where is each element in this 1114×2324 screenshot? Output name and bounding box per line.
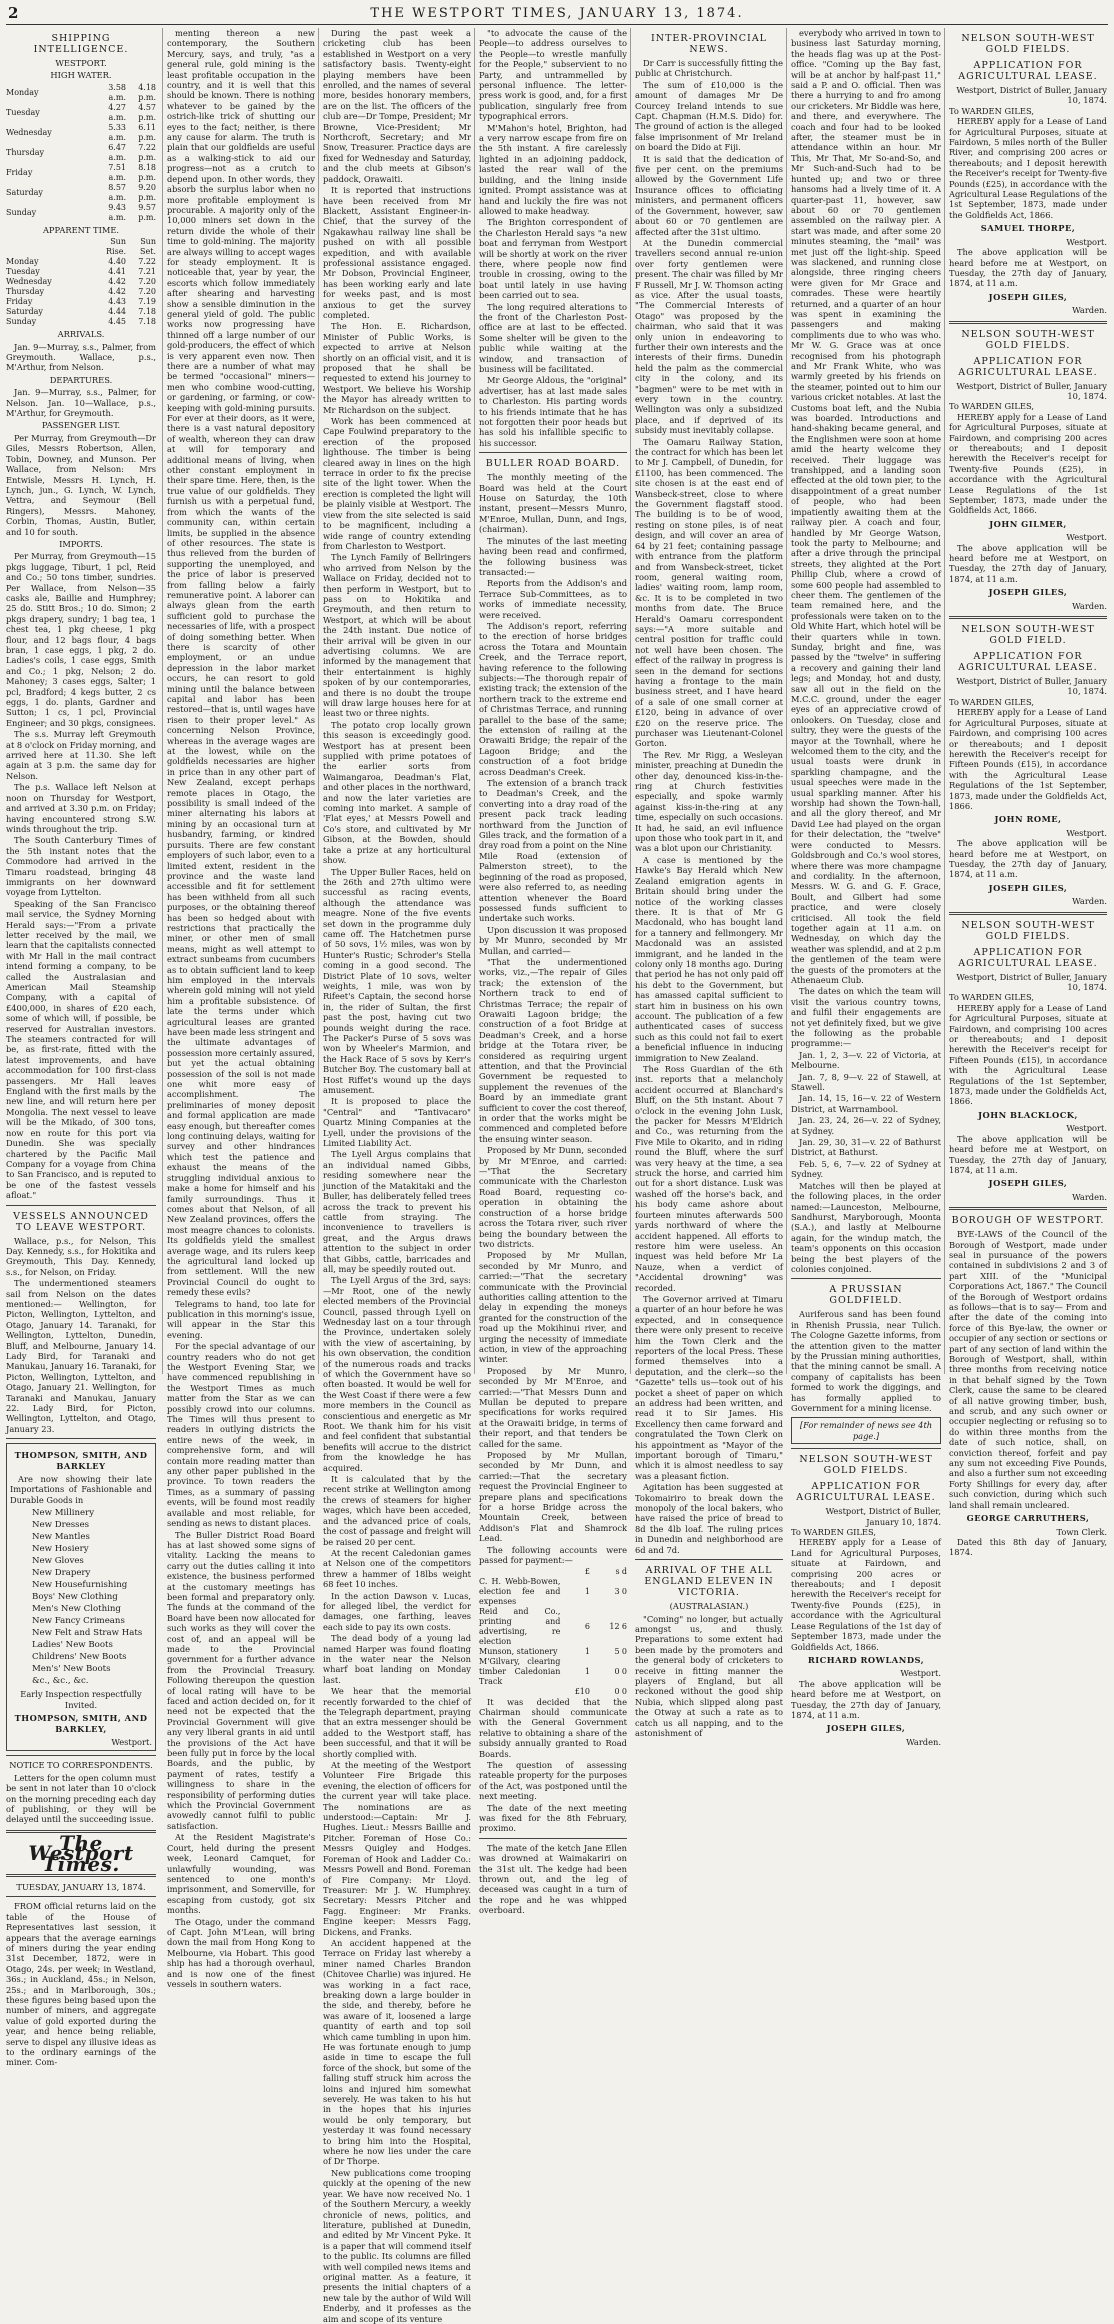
divider	[949, 321, 1107, 324]
departures-heading: DEPARTURES.	[49, 374, 113, 385]
tide-cell: 5.33 a.m.	[108, 122, 126, 142]
goods-item: Childrens' New Boots	[32, 1652, 127, 1663]
lease-signature: JOHN GILMER,	[989, 518, 1067, 529]
paragraph: The minutes of the last meeting having been read and confirmed, the following business was transacted:—	[479, 535, 627, 577]
lease-addressee: To WARDEN GILES,	[791, 1527, 876, 1538]
paragraph: everybody who arrived in town to business last Saturday morning, the heads flag was up at the Post-office. "Coming up the Bay fast, will be at anchor by half-past 11," said a P. and O. official. Then was there a hurrying to and fro among our cricketers. Mr Biddle was here, and there, and everywhere. The coach and four had to be looked after, the steamer must be in attendance within an hour. Mr This, Mr That, Mr So-and-So, and Mr Such-and-Such had to be hunted up; and two or three hansoms had a lively time of it. A quarter-past 11, however, saw about 60 or 70 gentlemen assembled on the railway pier. A start was made, and after some 20 minutes steaming, the "mail" was met just off the light-ship. Speed was slackened, and running close alongside, three ringing cheers were given for Mr Grace and comrades. These were heartily returned, and a quarter of an hour was spent in examining the passengers and making compliments due to who was who. Mr W. G. Grace was at once recognised from his photograph and Mr Frank White, who was warmly greeted by his friends on the steamer, pointed out to him our various cricket notables. At last the Customs boat left, and the Nubia was boarded. Introductions and hand-shaking became general, and the Englishmen were soon at home amid the hearty welcome they received. Their luggage was transhipped, and a landing soon effected at the old town pier, to the disappointment of a great number of people, who had been impatiently awaiting them at the railway pier. A coach and four, handled by Mr George Watson, took the party to Melbourne; and after a drive through the principal streets, they alighted at the Port Phillip Club, where a crowd of some 600 people had assembled to cheer them. The gentlemen of the team remained here, and the professionals were taken on to the Old White Hart, which hotel will be their quarters while in town. Sunday, bright and fine, was passed by the "twelve" in suffering a recovery and gaining their land legs; and Monday, hot and dusty, saw all out in the field on the M.C.C. ground, under the eager eyes of an appreciative crowd of onlookers. On Tuesday, close and sultry, they were the guests of the mayor at the Townhall, where he welcomed them to the city, and the usual toasts were drunk in sparkling champagne, and the usual speeches were made in the usual sparkling manner. After his worship had shown the Town-hall, and all the glory thereof, and Mr David Lee had played on the organ for their delectation, the "twelve" were conducted to Messrs. Goldsbrough and Co.'s wool stores, where there was more champagne and cordiality. In the afternoon, Messrs. W. G. and G. F. Grace, Boult, and Gilbert had some practice, and were closely criticised. All took the field together again at 11 a.m. on Wednesday, on which day the weather was splendid, and at 2 p.m the gentlemen of the team were the guests of the promoters at the Athenaeum Club.	[791, 28, 942, 985]
leading-article-continued: menting thereon a new contemporary, the Southern Mercury, says, and truly, "as a general rule, gold mining is the least profitable occupation in the country, and it is well that this should be known. There is nothing whatever to be gained by the ostrich-like trick of shutting our eyes to the fact; neither, is there any cause for alarm. The truth is plain that our goldfields are useful as a walking-stick to aid our progress—not as a crutch to depend upon. In other words, they absorb the surplus labor when no more profitable employment is procurable. A majority only of the 10,000 miners set down in the return divide the whole of their time to gold-mining. The majority are always willing to accept wages for steady employment. It is noticeable that, year by year, the escorts which follow immediately after shearing and harvesting show a sensible diminution in the general yield of gold. The public works now progressing have thinned off a large number of our gold-producers, the effect of which is very apparent even now. Then there are a number of what may be termed "occasional" miners—men who combine wood-cutting, or gardening, or farming, or cow-keeping with gold-mining pursuits. For ever at their doors, as it were, there is a vast natural depository of wealth, whereon they can draw at will for temporary and additional means of living, when other constant employment in their spare time. Here, then, is the true value of our goldfields. They furnish us with a perpetual fund, from which the wants of the community can, within certain limits, be supplied in the absence of other resources. The state is thus relieved from the burden of supporting the unemployed, and the price of labor is preserved from falling below a fairly remunerative point. A laborer can always glean from the earth sufficient gold to purchase the necessaries of life, with a prospect of doing something better. When there is scarcity of other employment, or an undue depression in the labor market occurs, he can resort to gold mining until the balance between capital and labor has been restored—that is, until wages have risen to their proper level." As concerning Nelson Province, whereas in the average wages are at the lowest, while on the goldfields necessaries are higher in price than in any other part of New Zealand, except perhaps remote places in Otago, the possibility is small indeed of the miner alternating his labors at mining by an occasional turn at husbandry, farming, or kindred pursuits. There are few constant employers of such labor, even to a limited extent, resident in the province and the waste land accessible and fit for settlement has been withheld from all such purposes, or the obtaining thereof has been so hedged about with restrictions that practically the miner, or other men of small means, might as well attempt to extract sunbeams from cucumbers as to obtain sufficient land to keep him employed in the intervals wherein gold mining will not yield him a profitable subsistence. Of late the terms under which agricultural leases are granted have been made less stringent and the ultimate advantages of possession more certainly assured, but yet the actual obtaining possession of the soil is not made one whit more easy of accomplishment. The preliminaries of money deposit and formal application are made easy enough, but thereafter comes long continuing delays, waiting for survey and other hindrances which test the patience and exhaust the means of the struggling individual anxious to make a home for himself and his family surroundings. Thus it comes about that Nelson, of all New Zealand provinces, offers the most meagre chances to colonists. Its goldfields yield the smallest average wage, and its rulers keep the agricultural land locked up from settlement. Will the new Provincial Council do ought to remedy these evils?	[167, 28, 315, 1298]
tide-cell: 3.58 a.m.	[108, 82, 126, 102]
paragraph: The Lynch Family of Bellringers who arrived from Nelson by the Wallace on Friday, decided not to then perform in Westport, but to pass on to Hokitika and Greymouth, and then return to Westport, at which will be about the 24th instant. Due notice of their arrival will be given in our advertising columns. We are informed by the management that their entertainment is highly spoken of by our contemporaries, and there is no doubt the troupe will draw large houses here for at least two or three nights.	[323, 552, 471, 719]
advertisement-intro: Are now showing their late Importations of Fashionable and Durable Goods in	[10, 1474, 152, 1505]
lease-place: Westport.	[1066, 236, 1107, 247]
divider	[949, 1207, 1107, 1210]
lease-signature: RICHARD ROWLANDS,	[807, 1654, 925, 1665]
goods-item: New Gloves	[32, 1556, 84, 1567]
sun-cell: Friday	[6, 297, 33, 307]
accounts-total-cell: 0	[614, 1686, 620, 1696]
tide-cell: Wednesday	[6, 127, 52, 137]
goods-item: New Dresses	[32, 1520, 90, 1531]
tide-cell: 6.11 p.m.	[138, 122, 156, 142]
arrivals-heading: ARRIVALS.	[57, 329, 105, 340]
lease-notices	[949, 33, 1107, 1202]
accounts-cell: C. H. Webb-Bowen, election fee and expenses	[479, 1576, 561, 1606]
paragraph: The extension of a branch track to Deadman's Creek, and the converting into a dray road of the present pack track leading northward from the Junction of Giles track, and the formation of a dray road from a point on the Nine Mile Road (extension of Palmerston street), to the beginning of the road as proposed, were also referred to, as needing attention whenever the Board possessed funds sufficient to undertake such works.	[479, 778, 627, 924]
paragraph: At the Resident Magistrate's Court, held during the present week, Leonard Camquet, for unlawfully wounding, was sentenced to one month's imprisonment, and Somerville, for escaping from custody, got six months.	[167, 1832, 315, 1916]
sun-cell: 4.42	[108, 287, 126, 297]
sun-column-header: Sun Set.	[140, 237, 156, 257]
lease-date: Westport, District of Buller, January 10, 1874.	[956, 85, 1107, 106]
sun-cell: Sunday	[6, 317, 37, 327]
paragraph: The potato crop locally grown this season is exceedingly good. Westport has at present been supplied with prime potatoes of the earlier sorts from Waimangaroa, Deadman's Flat, and other places in the northward, and now the later varieties are coming into market. A sample of 'Flat eyes,' at Messrs Powell and Co's store, and cultivated by Mr Gibson, at the Bowden, should take a prize at any horticultural show.	[323, 719, 471, 866]
lease-body: HEREBY apply for a Lease of Land for Agricultural Purposes, situate at Fairdown, and comprising 100 acres or thereabouts; and I deposit herewith the Receiver's receipt for Fifteen Pounds (£15), in accordance with the Agricultural Lease Regulations of the 1st September, 1873, made under the Goldfields Act, 1866.	[949, 1002, 1107, 1107]
paragraph: The Oamaru Railway Station, the contract for which has been let to Mr J. Campbell, of Dunedin, for £1100, has been commenced. The site chosen is at the east end of Wansbeck-street, close to where the Government flagstaff stood. The building is to be of wood, resting on stone piles, is of neat design, and will cover an area of 64 by 21 feet; containing passage with entrance from the platform and from Wansbeck-street, ticket room, general waiting room, ladies' waiting room, lamp room, &c. It is to be completed in two months from date. The Bruce Herald's Oamaru correspondent says:—"A more suitable and central position for traffic could not well have been chosen. The effect of the railway in progress is seen in the demand for sections having a frontage to the main business street, and I have heard of a sale of one small corner at £120, being in advance of over £20 on the reserve price. The purchaser was Lieutenant-Colonel Gorton.	[635, 436, 783, 749]
paragraph: At the meeting of the Westport Volunteer Fire Brigade this evening, the election of officers for the current year will take place. The nominations are as understood:—Captain: Mr J. Hughes. Lieut.: Messrs Baillie and Pitcher. Foreman of Hose Co.: Messrs Quigley and Hodges. Foreman of Hook and Ladder Co.: Messrs Powell and Bond. Foreman of Fire Company: Mr Lloyd. Treasurer: Mr J. W. Humphrey. Secretary: Messrs Pitcher and Fagg. Engineer: Mr Franks. Engine keeper: Messrs Fagg, Dickens, and Franks.	[323, 1760, 471, 1937]
lease-heading: NELSON SOUTH-WEST GOLD FIELDS.	[799, 1454, 933, 1477]
lease-heading: NELSON SOUTH-WEST GOLD FIELDS.	[961, 328, 1095, 351]
paragraph: Proposed by Mr Mullan, seconded by Mr Munro, and carried:—"That the secretary communicate with the Provincial authorities calling attention to the delay in expending the moneys granted for the construction of the road up the Mokihinui river, and urging the necessity of immediate action, in view of the approaching winter.	[479, 1250, 627, 1365]
borough-signature: GEORGE CARRUTHERS,	[966, 1513, 1090, 1524]
sun-cell: 4.45	[108, 317, 126, 327]
warden-name: JOSEPH GILES,	[826, 1723, 906, 1734]
sun-cell: 7.21	[138, 267, 156, 277]
warden-title: Warden.	[1072, 305, 1107, 316]
tide-cell: 6.47 a.m.	[108, 142, 126, 162]
advertisement-tail: Early Inspection respectfully Invited.	[20, 1689, 142, 1710]
lease-hearing: The above application will be heard before me at Westport, on Tuesday, the 27th day of January, 1874, at 11 a.m.	[949, 1133, 1107, 1175]
lease-place: Westport.	[1066, 827, 1107, 838]
lease-date: Westport, District of Buller, January 10, 1874.	[825, 1506, 941, 1527]
accounts-row	[479, 1647, 627, 1657]
paragraph: The Hon. E. Richardson, Minister of Public Works, is expected to arrive at Nelson shortly on an official visit, and it is proposed that he shall be requested to extend his journey to Westport. We believe his Worship the Mayor has already written to Mr Richardson on the subject.	[323, 321, 471, 415]
fixture-item: Jan. 14, 15, 16—v. 22 of Western District, at Warrnambool.	[791, 1093, 941, 1114]
tides-heading: HIGH WATER.	[50, 70, 112, 81]
sun-row	[6, 317, 156, 327]
leading-article: FROM official returns laid on the table of the House of Representatives last session, it appears that the average earnings of miners during the year ending 31st December, 1872, were in Otago, 24s. per week; in Westland, 36s.; in Auckland, 45s.; in Nelson, 25s.; and in Marlborough, 30s.; these figures being based upon the number of miners, and aggregate value of gold exported during the year, and hence being reliable, serve to dispel any illusive ideas as to the ordinary earnings of the miner. Com-	[6, 1901, 156, 2068]
tide-cell: 8.57 a.m.	[108, 182, 126, 202]
goods-item: Men's' New Boots	[32, 1664, 111, 1675]
paragraph: Agitation has been suggested at Tokomairiro to break down the monopoly of the local bakers, who have raised the price of bread to 8d the 4lb loaf. The ruling prices in Dunedin and neighborhood are 6d and 7d.	[635, 1482, 783, 1555]
drapery-advertisement	[6, 1443, 156, 1751]
lease-signature: SAMUEL THORPE,	[980, 223, 1076, 234]
paragraph: The Governor arrived at Timaru a quarter of an hour before he was expected, and in consequence there were only present to receive him the Town Clerk and the reporters of the local Press. These formed themselves into a deputation, and the clerk—so the "Gazette" tells us—took out of his pocket a sheet of paper on which an address had been written, and read it to Sir James. His Excellency then came forward and congratulated the Town Clerk on his appointment as "Mayor of the important borough of Timaru," which it is almost needless to say was a pleasant fiction.	[635, 1293, 783, 1481]
advertiser-place: Westport.	[111, 1736, 152, 1747]
column-3	[318, 28, 475, 2324]
paragraph: In the action Dawson v. Lucas, for alleged libel, the verdict for damages, one farthing, leaves each side to pay its own costs.	[323, 1590, 471, 1632]
accounts-header-cell	[479, 1567, 560, 1577]
divider	[635, 1559, 783, 1560]
paragraph: It is calculated that by the recent strike at Wellington among the crews of steamers for higher wages, which have been acceded, and the advanced price of coals, the cost of passage and freight will be raised 20 per cent.	[323, 1474, 471, 1547]
tide-cell: 4.18 p.m.	[138, 82, 156, 102]
paragraph: The Buller District Road Board has at last showed some signs of vitality. Lacking the means to carry out the duties calling it into existence, the business performed at the customary meetings has been formal and preparatory only. The funds at the command of the Board have been now allocated for such works as they will cover the cost of, and an appeal will be made to the Provincial government for a further advance from the Provincial Treasury. Following thereupon the question of local rating will have to be faced and action decided on, for it need not be expected that the Provincial Government will give any very liberal grants in aid until the provisions of the Act have been fully put in force by the local Boards, and the public, by payment of rates, testify a willingness to share in the responsibility of performing duties which the Provincial Government avowedly cannot fulfil to public satisfaction.	[167, 1529, 315, 1831]
masthead-title: THE WESTPORT TIMES, JANUARY 13, 1874.	[370, 6, 744, 21]
fixture-item: Jan. 23, 24, 26—v. 22 of Sydney, at Sydney.	[791, 1115, 941, 1136]
sun-cell: 7.19	[138, 297, 156, 307]
sun-heading: APPARENT TIME.	[42, 224, 120, 235]
column-5	[630, 28, 787, 1738]
warden-title: Warden.	[1072, 896, 1107, 907]
goods-item: New Hosiery	[32, 1544, 89, 1555]
lease-signature: JOHN ROME,	[994, 814, 1062, 825]
paragraph: Proposed by Mr Mullan, seconded by Mr Dunn, and carried:—That the secretary request the Provincial Engineer to prepare plans and specifications for a horse Bridge across the Mountain Creek, between Addison's Flat and Shamrock Lead.	[479, 1450, 627, 1544]
lease-date: Westport, District of Buller, January 10, 1874.	[956, 971, 1107, 992]
paragraph: The question of assessing rateable property for the purposes of the Act, was postponed until the next meeting.	[479, 1759, 627, 1802]
paragraph: It is reported that instructions have been received from Mr Blackett, Assistant Engineer-in-Chief, that the survey of the Ngakawhau railway line shall be pushed on with all possible expedition, and with available professional assistance engaged. Mr Dobson, Provincial Engineer, has been working early and late for weeks past, and is most anxious to get the survey completed.	[323, 185, 471, 320]
paragraph: It was decided that the Chairman should communicate with the General Government relative to obtaining a share of the subsidy annually granted to Road Boards.	[479, 1696, 627, 1759]
tide-row	[6, 183, 156, 203]
paper-title: The Westport Times.	[28, 1830, 134, 1876]
paragraph: The Addison's report, referring to the erection of horse bridges across the Totara and Mountain Creek, and the Terrace report, having reference to the following subjects:—The thorough repair of existing track; the extension of the northern track to the extreme end of Christmas Terrace, and running parallel to the base of the same; the extension of railing at the Orawaiti Bridge; the repair of the Lagoon Bridge; and the construction of a foot bridge across Deadman's Creek.	[479, 620, 627, 777]
paragraph: The Lyell Argus complains that an individual named Gibbs, residing somewhere near the junction of the Matakitaki and the Buller, has deliberately felled trees across the track to prevent his cattle from straying. The inconvenience to travellers is great, and the Argus draws attention to the subject in order that Gibbs, cattle, barricades and all, may be speedily routed out.	[323, 1149, 471, 1274]
paragraph: "That the undermentioned works, viz.,—The repair of Giles track; the extension of the Northern track to end of Christmas Terrace; the repair of Orawaiti Lagoon bridge; the construction of a foot Bridge at Deadman's Creek, and a horse bridge at the Totara river, be considered as requiring urgent attention, and that the Provincial Government be requested to supplement the revenues of the Board by an immediate grant sufficient to cover the cost thereof, in order that the works might be commenced and completed before the ensuing winter season.	[479, 956, 627, 1144]
newspaper-columns	[6, 28, 1108, 2324]
lease-heading: NELSON SOUTH-WEST GOLD FIELDS.	[961, 919, 1095, 942]
lease-hearing: The above application will be heard before me at Westport, on Tuesday, the 27th day of January, 1874, at 11 a.m.	[949, 838, 1107, 880]
paragraph: The long required alterations to the front of the Charleston Post-office are at last to be effected. Some shelter will be given to the public while waiting at the window, and transaction of business will be facilitated.	[479, 301, 627, 374]
lease-subheading: APPLICATION FOR AGRICULTURAL LEASE.	[958, 355, 1098, 378]
lease-notice	[949, 33, 1107, 316]
sun-cell: 7.22	[138, 257, 156, 267]
vessels-text: Wallace, p.s., for Nelson, This Day. Kennedy, s.s., for Hokitika and Greymouth, This Day. Kennedy, s.s., for Nelson, on Friday.	[6, 1235, 156, 1277]
goods-item: New Drapery	[32, 1568, 91, 1579]
sun-row	[6, 287, 156, 297]
section-heading: SHIPPING INTELLIGENCE.	[33, 33, 129, 55]
tide-cell: 9.43 a.m.	[108, 202, 126, 222]
sun-cell: 4.41	[108, 267, 126, 277]
paragraph: Proposed by Mr Munro, seconded by Mr M'Enroe, and carried:—"That Messrs Dunn and Mullan be deputed to prepare specifications for works required at the Orawaiti bridge, in terms of their report, and that tenders be called for the same.	[479, 1365, 627, 1449]
paragraph: Upon discussion it was proposed by Mr Munro, seconded by Mr Mullan, and carried—	[479, 924, 627, 956]
lease-date: Westport, District of Buller, January 10, 1874.	[956, 380, 1107, 401]
paragraph: The mate of the ketch Jane Ellen was drowned at Waimakariri on the 31st ult. The kedge had been thrown out, and the leg of deceased was caught in a turn of the rope and he was whipped overboard.	[479, 1842, 627, 1916]
accounts-total-cell: 0	[621, 1686, 627, 1696]
lease-date: Westport, District of Buller, January 10, 1874.	[956, 676, 1107, 697]
tide-cell: 7.22 p.m.	[138, 142, 156, 162]
accounts-header-cell: £	[584, 1566, 590, 1576]
paragraph: Matches will then be played at the following places, in the order named:—Launceston, Melbourne, Sandhurst, Maryborough, Moonta (S.A.), and lastly at Melbourne again, for the windup match, the team's opponents on this occasion being the best players of the colonies conjoined.	[791, 1180, 941, 1274]
sun-cell: Monday	[6, 257, 39, 267]
fixture-item: Jan. 29, 30, 31—v. 22 of Bathurst District, at Bathurst.	[791, 1137, 941, 1158]
vessels-heading: VESSELS ANNOUNCED TO LEAVE WESTPORT.	[13, 1210, 149, 1233]
column-4	[474, 28, 631, 1916]
tide-cell: 7.51 a.m.	[108, 162, 126, 182]
paragraph: It is said that the dedication of five per cent. on the premiums allowed by the Government Life Insurance offices to officiating ministers, and permanent officers of the Government, however, saw about 60 or 70 gentlemen are affected after the 31st ultimo.	[635, 153, 783, 237]
paragraph: Dr Carr is successfully fitting the public at Christchurch.	[635, 58, 783, 79]
tide-row	[6, 123, 156, 143]
lease-addressee: To WARDEN GILES,	[949, 696, 1034, 707]
paragraph: A case is mentioned by the Hawke's Bay Herald which New Zealand emigration agents in Britain should bring under the notice of the working classes there. It is that of Mr G Macdonald, who has bought land for a tannery and fellmongery. Mr Macdonald was an assisted immigrant, and he landed in the colony only 18 months ago. During that period he has not only paid off his debt to the Government, but has amassed capital sufficient to start him in business on his own account. The publication of a few authenticated cases of success such as this could not fail to exert a beneficial influence in inducing immigration to New Zealand.	[635, 854, 783, 1063]
divider	[479, 452, 627, 453]
inter-provincial-heading: INTER-PROVINCIAL NEWS.	[651, 33, 767, 55]
lease-body: HEREBY apply for a Lease of Land for Agricultural Purposes, situate at Fairdown, and comprising 200 acres or thereabouts; and I deposit herewith the Receiver's receipt for Twenty-five Pounds (£25), in accordance with the Agricultural Lease Regulations of the 1st September, 1873, made under the Goldfields Act, 1866.	[949, 411, 1107, 516]
lease-addressee: To WARDEN GILES,	[949, 105, 1034, 116]
paragraph: Mr George Aldous, the "original" advertiser, has at last made sales to Charleston. His parting words to his friends intimate that he has not forgotten their poor heads but has sold his infallible specific to his successor.	[479, 375, 627, 448]
sun-column-header	[6, 237, 96, 257]
lease-heading: NELSON SOUTH-WEST GOLD FIELDS.	[961, 33, 1095, 55]
divider	[791, 1448, 941, 1449]
paragraph: Telegrams to hand, too late for publication in this morning's issue, will appear in the Star this evening.	[167, 1298, 315, 1340]
tide-cell: Monday	[6, 87, 39, 97]
paragraph: The Otago, under the command of Capt. John M'Lean, will bring down the mail from Hong Kong to Melbourne, via Hobart. This good ship has had a thorough overhaul, and is now one of the finest vessels in southern waters.	[167, 1916, 315, 1989]
lease-body: HEREBY apply for a Lease of Land for Agricultural Purposes, situate at Fairdown, and comprising 100 acres or thereabouts; and I deposit herewith the Receiver's receipt for Fifteen Pounds (£15), in accordance with the Agricultural Lease Regulations of the 1st September, 1873, made under the Goldfields Act, 1866.	[949, 707, 1107, 811]
borough-heading: BOROUGH OF WESTPORT.	[951, 1215, 1105, 1227]
tide-table	[6, 83, 156, 223]
goods-item: Boys' New Clothing	[32, 1592, 118, 1603]
accounts-cell: Munson, stationery	[479, 1646, 558, 1656]
tide-cell: Tuesday	[6, 107, 40, 117]
tide-row	[6, 83, 156, 103]
advertiser-name: THOMPSON, SMITH, AND BARKLEY	[14, 1450, 148, 1471]
lease-place: Westport.	[900, 1668, 941, 1679]
accounts-cell: 1	[584, 1646, 590, 1656]
goods-item: New Housefurnishing	[32, 1580, 128, 1591]
tide-cell: Saturday	[6, 187, 43, 197]
sun-cell: Thursday	[6, 287, 44, 297]
tide-cell: Thursday	[6, 147, 44, 157]
goods-item: New Mantles	[32, 1532, 90, 1543]
road-board-heading: BULLER ROAD BOARD.	[485, 458, 621, 470]
timaru-paragraph: The South Canterbury Times of the 5th instant notes that the Commodore had arrived in the Timaru roadstead, bringing 48 immigrants on her downward voyage from Lyttelton.	[6, 835, 156, 898]
lease-signature: JOHN BLACKLOCK,	[978, 1109, 1078, 1120]
sun-header-row	[6, 237, 156, 257]
column-7	[944, 28, 1109, 1558]
sun-row	[6, 297, 156, 307]
eleven-heading: ARRIVAL OF THE ALL ENGLAND ELEVEN IN VICTORIA.	[644, 1565, 774, 1599]
warden-title: Warden.	[1072, 1191, 1107, 1202]
tide-row	[6, 203, 156, 223]
paragraph: At the recent Caledonian games at Nelson one of the competitors threw a hammer of 18lbs weight 68 feet 10 inches.	[323, 1547, 471, 1590]
lease-body: HEREBY apply for a Lease of Land for Agricultural Purposes, situate at Fairdown, and comprising 200 acres or thereabouts; and I deposit herewith the Receiver's receipt for Twenty-five Pounds (£25), in accordance with the Agricultural Lease Regulations of the 1st day of September 1873, made under the Goldfields Act, 1866.	[791, 1537, 941, 1652]
paragraph: The dates on which the team will visit the various country towns, and fulfil their engagements are not yet definitely fixed, but we give the following as the probable programme:—	[791, 986, 941, 1049]
goods-item: Men's New Clothing	[32, 1604, 121, 1615]
paragraph: The Upper Buller Races, held on the 26th and 27th ultimo were successful as racing events, although the attendance was meagre. None of the five events set down in the programme duly came off. The Hatchetmen purse of 50 sovs, 1½ miles, was won by Hunter's Rustic; Schroder's Stella coming in a good second. The District Plate of 10 sovs, welter weights, 1 mile, was won by Rifeet's Captain, the second horse in, the rider of Sultan, the first past the post, having cut two pounds weight during the race. The Packer's Purse of 5 sovs was won by Wheeler's Marmion, and the Hack Race of 5 sovs by Kerr's Butcher Boy. The customary ball at Host Riffet's wound up the days amusement.	[323, 866, 471, 1096]
goods-item: New Fancy Crimeans	[32, 1616, 125, 1627]
lease-body: HEREBY apply for a Lease of Land for Agricultural Purposes, situate at Fairdown, 5 miles north of the Buller River, and comprising 200 acres or thereabouts; and I deposit herewith the Receiver's receipt for Twenty-five Pounds (£25), in accordance with the Agricultural Lease Regulations of the 1st September, 1873, made under the Goldfields Act, 1866.	[949, 116, 1107, 220]
accounts-row	[479, 1577, 627, 1607]
column-6	[786, 28, 945, 1747]
paragraph: We hear that the memorial recently forwarded to the chief of the Telegraph department, praying that an extra messenger should be added to the Westport staff, has been successful, and that it will be shortly complied with.	[323, 1686, 471, 1759]
goods-list	[32, 1507, 152, 1687]
fixture-item: Jan. 7, 8, 9—v. 22 of Stawell, at Stawell.	[791, 1071, 941, 1093]
murray-paragraph: The s.s. Murray left Greymouth at 8 o'clock on Friday morning, and arrived here at 11.30. She left again at 3 p.m. the same day for Nelson.	[6, 729, 157, 781]
goods-item: New Millinery	[32, 1508, 95, 1519]
divider	[791, 1278, 941, 1279]
sun-cell: 4.44	[108, 307, 126, 317]
paragraph: Proposed by Mr Dunn, seconded by Mr M'Enroe, and carried:—"That the Secretary communicate with the Charleston Road Board, requesting co-operation in obtaining the construction of a horse bridge across the Totara river, such river being the boundary between the two districts.	[479, 1145, 627, 1249]
accounts-cell: M'Gilvary, clearing timber Caledonian Track	[479, 1656, 561, 1686]
accounts-cell: 0	[621, 1666, 627, 1676]
notice-heading: NOTICE TO CORRESPONDENTS.	[9, 1760, 153, 1771]
divider	[949, 912, 1107, 915]
accounts-cell: 0	[614, 1666, 620, 1676]
paragraph: The Rev. Mr Rigg, a Wesleyan minister, preaching at Dunedin the other day, denounced kiss-in-the-ring at Church festivities especially, and spoke warmly against kiss-in-the-ring at any time, especially on such occasions. It had, he said, an evil influence upon those who took part in it, and was a blot upon our Christianity.	[635, 749, 783, 854]
eleven-source: (AUSTRALASIAN.)	[669, 1601, 749, 1612]
arrivals-text: Jan. 9—Murray, s.s., Palmer, from Greymouth. Wallace, p.s., M'Arthur, from Nelson.	[6, 341, 156, 373]
tide-cell: 8.18 p.m.	[138, 162, 156, 182]
goods-item: Ladies' New Boots	[32, 1640, 113, 1651]
paragraph: "to advocate the cause of the People—to address ourselves to the People—to wrestle manfully for the People," subservient to no Party, and untrammelled by personal influence. The letter-press work is good, and, for a first publication, singularly free from typographical errors.	[479, 28, 627, 122]
sun-cell: Tuesday	[6, 267, 40, 277]
sun-cell: 7.18	[138, 307, 156, 317]
sun-column-header: Sun Rise.	[106, 237, 126, 257]
tide-cell: 9.57 p.m.	[138, 202, 156, 222]
accounts-cell: 12	[609, 1621, 620, 1631]
tide-cell: 9.20 p.m.	[138, 182, 156, 202]
remainder-note: [For remainder of news see 4th page.]	[791, 1417, 941, 1444]
sun-table	[6, 237, 156, 327]
paragraph: An accident happened at the Terrace on Friday last whereby a miner named Charles Brandon (Chitovee Charlie) was injured. He was working in a fact race, breaking down a large boulder in the side, and thereby, before he was aware of it, loosened a large quantity of earth and top soil which came tumbling in upon him. He was fortunate enough to jump aside in time to escape the full force of the shock, but some of the falling stuff struck him across the loins and injured him somewhat severely. He was taken to his hut in the hopes that his injuries would be only temporary, but yesterday it was found necessary to bring him into the Hospital, where he now lies under the care of Dr Thorpe.	[323, 1937, 471, 2167]
sun-cell: 7.20	[138, 287, 156, 297]
paragraph: It is proposed to place the "Central" and "Tantivacaro" Quartz Mining Companies at the Lyell, under the provisions of the Limited Liability Act.	[323, 1096, 471, 1149]
paper-date: TUESDAY, JANUARY 13, 1874.	[16, 1881, 146, 1892]
tide-cell: Sunday	[6, 207, 37, 217]
passengers-text: Per Murray, from Greymouth—Dr Giles, Messrs Robertson, Allen, Tobin, Downey, and Munson. Per Wallace, from Nelson: Mrs Entwisle, Messrs H. Lynch, H. Lynch, jun., G. Lynch, W. Lynch, Vettra, and Seymour (Bell Ringers), Messrs. Mahoney, Corbin, Thomas, Austin, Butler, and 10 for south.	[6, 432, 156, 537]
masthead	[6, 4, 1108, 25]
accounts-cell: Reid and Co., printing and advertising, re election	[479, 1606, 561, 1646]
goods-item: New Felt and Straw Hats	[32, 1628, 143, 1639]
lease-notice	[949, 912, 1107, 1203]
divider	[949, 616, 1107, 619]
warden-name: JOSEPH GILES,	[988, 291, 1068, 302]
imports-heading: IMPORTS.	[59, 538, 103, 549]
paragraph: The dead body of a young lad named Harper was found floating in the water near the Nelson wharf boat landing on Monday last.	[323, 1633, 471, 1685]
paragraph: Reports from the Addison's and Terrace Sub-Committees, as to works of immediate necessity, were received.	[479, 578, 627, 620]
paragraph: At the Dunedin commercial travellers second annual re-union over forty gentlemen were present. The chair was filled by Mr F Russell, Mr J. W. Thomson acting as vice. After the usual toasts, "The Commercial Interests of Otago" was proposed by the chairman, who said that it was only union in endeavoring to further their own interests and the interests of their firms. Dunedin held the palm as the commercial city in the colony, and its "bagmen" were to be met with in every town in the country. Wellington was only a subsidized place, and if deprived of its subsidy must inevitably collapse.	[635, 237, 783, 436]
sun-cell: 7.20	[138, 277, 156, 287]
accounts-total-label	[479, 1687, 560, 1697]
sun-row	[6, 307, 156, 317]
departures-text: Jan. 9—Murray, s.s., Palmer, for Nelson. Jan. 10—Wallace, p.s., M'Arthur, for Greymouth.	[6, 387, 156, 419]
divider	[479, 1838, 627, 1839]
accounts-table	[479, 1567, 627, 1697]
wallace-paragraph: The p.s. Wallace left Nelson at noon on Thursday for Westport, and arrived at 3.30 p.m. on Friday; having encountered strong S.W. winds throughout the trip.	[6, 782, 156, 834]
accounts-row	[479, 1607, 627, 1647]
fixture-list	[791, 1050, 941, 1180]
column-2	[162, 28, 319, 1989]
divider	[6, 1896, 156, 1897]
paragraph: The Lyell Argus of the 3rd, says:—Mr Root, one of the newly elected members of the Provincial Council, passed through Lyell on Wednesday last on a tour through the Province, undertaken solely with the view of ascertaining, by his own observation, the condition of the numerous roads and tracks of which the Government have so often boasted. It would be well for the West Coast if there were a few more members in the Council as conscientious and energetic as Mr Root. We thank him for his visit and feel confident that substantial benefits will accrue to the district from the knowledge he has acquired.	[323, 1275, 471, 1473]
tide-cell: Friday	[6, 167, 33, 177]
advertiser-signature: THOMPSON, SMITH, AND BARKLEY,	[14, 1713, 148, 1734]
lease-place: Westport.	[1066, 1123, 1107, 1134]
accounts-cell: 0	[621, 1646, 627, 1656]
warden-name: JOSEPH GILES,	[988, 882, 1068, 893]
lease-addressee: To WARDEN GILES,	[949, 992, 1034, 1003]
accounts-total-cell: £10	[574, 1686, 590, 1696]
lease-heading: NELSON SOUTH-WEST GOLD FIELD.	[961, 624, 1095, 647]
mail-service-paragraph: Speaking of the San Francisco mail service, the Sydney Morning Herald says:—"From a private letter received by the mail, we learn that the capitalists connected with Mr Hall in the mail contract intend forming a company, to be called the Australasian and American Mail Steamship Company, with a capital of £400,000, in shares of £20 each, some of which will, if possible, be reserved for Australian investors. The steamers contracted for will be, as first-rate, fitted with the latest improvements, and have accommodation for 100 first-class passengers. Mr Hall leaves England with the first mails by the new line, and will return here per Mongolia. The next vessel to leave will be the Mikado, of 300 tons, now en route for this port via Dunedin. She was specially chartered by the Pacific Mail Company for a voyage from China to San Francisco, and is reputed to be one of the fastest vessels afloat."	[6, 898, 156, 1201]
lease-hearing: The above application will be heard before me at Westport, on Tuesday, the 27th day of January, 1874, at 11 a.m.	[949, 247, 1107, 289]
borough-bylaw: BYE-LAWS of the Council of the Borough of Westport, made under seal in pursuance of the powers contained in subdivisions 2 and 3 of part XIII. of the "Municipal Corporations Act, 1867." The Council of the Borough of Westport ordains as follows—that is to say— From and after the date of the coming into force of this Bye-law, the owner or occupier of any section or sections or part of any section of land within the Borough of Westport, shall, within three months from receiving notice in that behalf signed by the Town Clerk, cause the same to be cleared of all native growing timber, bush, and scrub, and any such owner or occupier neglecting or refusing so to do within three months from the date of such notice, shall, on conviction thereof, forfeit and pay any sum not exceeding Five Pounds, and also a further sum not exceeding Forty Shillings for every day, after such conviction, during which such land shall remain uncleared.	[949, 1229, 1107, 1510]
page-number: 2	[8, 4, 19, 22]
paragraph: Work has been commenced at Cape Foulwind preparatory to the erection of the proposed lighthouse. The timber is being cleared away in lines on the high terrace in order to fix the precise site of the light tower. When the erection is completed the light will be plainly visible at Westport. The view from the site selected is said to be magnificent, including a wide range of country extending from Charleston to Westport.	[323, 416, 471, 551]
lease-notice	[949, 616, 1107, 907]
paragraph: "Coming" no longer, but actually amongst us, and thusly. Preparations to some extent had been made by the promoters and the general body of cricketers to receive in fitting manner the players of England, but all reckoned without the good ship Nubia, which slipped along past the Otway at such a rate as to catch us all napping, and to the astonishment of	[635, 1613, 783, 1738]
steamers-text: The undermentioned steamers sail from Nelson on the dates mentioned:— Wellington, for Picton, Wellington, Lyttelton, and Otago, January 14. Taranaki, for Wellington, Lyttelton, Dunedin, Bluff, and Melbourne, January 14. Lady Bird, for Taranaki and Manukau, January 16. Taranaki, for Picton, Wellington, Lyttelton, and Otago, January 21. Wellington, for Taranaki and Manukau, January 22. Lady Bird, for Picton, Wellington, Lyttelton, and Otago, January 23.	[6, 1278, 156, 1434]
lease-addressee: To WARDEN GILES,	[949, 401, 1034, 412]
tide-cell: 4.57 p.m.	[138, 102, 156, 122]
sun-cell: 4.43	[108, 297, 126, 307]
paragraph: Auriferous sand has been found in Rhenish Prussia, near Tulich. The Cologne Gazette informs, from the attention given to the matter by the Prussian mining authorities, that the mining cannot be small. A company of capitalists has been formed to work the diggings, and has formally applied to Government for a mining license.	[791, 1309, 941, 1413]
accounts-cell: 5	[614, 1646, 620, 1656]
accounts-cell: 6	[621, 1621, 627, 1631]
tide-row	[6, 143, 156, 163]
tide-row	[6, 103, 156, 123]
paragraph: The Ross Guardian of the 6th inst. reports that a melancholy accident occurred at Blanchard's Bluff, on the 5th instant. About 7 o'clock in the evening John Lusk, the packer for Messrs M'Eldrich and Co., was returning from the Five Mile to Okarito, and in riding round the Bluff, where the surf was very heavy at the time, a sea struck the horse, and carried him out for a short distance. Lusk was washed off the horse's back, and his body came ashore about fourteen minutes afterwards 500 yards northward of where the accident happened. All efforts to restore him were useless. An inquest was held before Mr La Nauze, when a verdict of "Accidental drowning" was recorded.	[635, 1064, 783, 1293]
accounts-cell: 0	[621, 1586, 627, 1596]
lease-place: Westport.	[1066, 532, 1107, 543]
fixture-item: Feb. 5, 6, 7—v. 22 of Sydney at Sydney.	[791, 1158, 941, 1180]
notice-text: Letters for the open column must be sent in not later than 10 o'clock on the morning preceding each day of publishing, or they will be delayed until the succeeding issue.	[6, 1772, 156, 1825]
paragraph: The following accounts were passed for payment:—	[479, 1544, 627, 1566]
tide-cell: 4.27 a.m.	[108, 102, 126, 122]
lease-subheading: APPLICATION FOR AGRICULTURAL LEASE.	[958, 651, 1098, 674]
accounts-header-cell: s	[615, 1566, 620, 1576]
sun-cell: 4.40	[108, 257, 126, 267]
lease-notice	[949, 321, 1107, 612]
accounts-cell: 6	[584, 1621, 590, 1631]
sun-row	[6, 257, 156, 267]
paragraph: During the past week a cricketing club has been established in Westport on a very satisfactory basis. Twenty-eight playing members have been enrolled, and the names of several more, besides honorary members, are on the list. The officers of the club are—Dr Tompe, President; Mr Browne, Vice-President; Mr Northcroft, Secretary; and Mr Snow, Treasurer. Practice days are fixed for Wednesday and Saturday, and the club meets at Gibson's paddock, Orawaiti.	[323, 28, 471, 184]
accounts-header-row	[479, 1567, 627, 1577]
accounts-cell: 1	[584, 1586, 590, 1596]
lease-subheading: APPLICATION FOR AGRICULTURAL LEASE.	[796, 1481, 936, 1504]
warden-name: JOSEPH GILES,	[988, 1178, 1068, 1189]
imports-text: Per Murray, from Greymouth—15 pkgs luggage, Tiburt, 1 pcl, Reid and Co.; 50 tons timber, sundries. Per Wallace, from Nelson—35 casks ale, Baillie and Humphrey; 25 do. Stitt Bros.; 10 do. Simon; 2 pkgs drapery, sundry; 1 bag tea, 1 chest tea, 1 pkg cheese, 1 pkg flour, and 12 bags flour, 4 bags bran, 1 case eggs, 1 pkg, 2 do. Ladies's coils, 1 case eggs, Smith and Co.; 1 pkg, Nelson; 2 do. Mahoney; 3 cases eggs, Salter; 1 pcl, Bradford; 4 kegs butter, 2 cs eggs, 1 do. plants, Gardner and Sutton; 1 cs, 1 pcl, Provincial Engineer; and 30 pkgs, consignees.	[6, 551, 156, 728]
prussian-heading: A PRUSSIAN GOLDFIELD.	[829, 1284, 903, 1307]
borough-title: Town Clerk.	[1056, 1526, 1107, 1537]
sun-cell: Saturday	[6, 307, 43, 317]
divider	[6, 1438, 156, 1439]
goods-item: &c., &c., &c.	[32, 1676, 89, 1687]
paragraph: The date of the next meeting was fixed for the 8th February, proximo.	[479, 1802, 627, 1834]
paragraph: For the special advantage of our country readers who do not get the Westport Evening Star, we have commenced republishing in the Westport Times as much matter from the Star as we can possibly crowd into our columns. The Times will thus present to readers in outlying districts the entire news of the week, in comprehensive form, and will contain more reading matter than any other paper published in the province. To town readers the Times, as a summary of passing events, will be found most readily available and most reliable, for sending as news to distant places.	[167, 1341, 315, 1529]
passengers-heading: PASSENGER LIST.	[41, 420, 121, 431]
fixture-item: Jan. 1, 2, 3—v. 22 of Victoria, at Melbourne.	[791, 1049, 941, 1071]
lease-subheading: APPLICATION FOR AGRICULTURAL LEASE.	[958, 60, 1098, 82]
divider	[6, 1205, 156, 1206]
paragraph: The sum of £10,000 is the amount of damages Mr De Courcey Ireland intends to sue Capt. Chapman (H.M.S. Dido) for. The ground of action is the alleged false imprisonment of Mr Ireland on board the Dido at Fiji.	[635, 79, 783, 153]
divider	[6, 1755, 156, 1756]
warden-title: Warden.	[1072, 600, 1107, 611]
place-heading: WESTPORT.	[55, 58, 107, 68]
lease-hearing: The above application will be heard before me at Westport, on Tuesday, the 27th day of January, 1874, at 11 a.m.	[791, 1678, 941, 1720]
paragraph: The monthly meeting of the Board was held at the Court House on Saturday, the 10th instant, present—Messrs Munro, M'Enroe, Mullan, Dunn, and Ings, (chairman).	[479, 472, 627, 535]
lease-subheading: APPLICATION FOR AGRICULTURAL LEASE.	[958, 946, 1098, 969]
warden-name: JOSEPH GILES,	[988, 587, 1068, 598]
sun-cell: Wednesday	[6, 277, 52, 287]
paragraph: New publications come trooping quickly at the opening of the new year. We have now received No. 1 of the Southern Mercury, a weekly chronicle of news, politics, and literature, published at Dunedin, and edited by Mr Vincent Pyke. It is a paper that will commend itself to the public. Its columns are filled with well compiled news items and original matter. As a feature, it presents the initial chapters of a new tale by the author of Wild Will Enderby, and it professes as the aim and scope of its venture	[323, 2167, 471, 2324]
lease-hearing: The above application will be heard before me at Westport, on Tuesday, the 27th day of January, 1874, at 11 a.m.	[949, 542, 1107, 584]
accounts-cell: 3	[614, 1586, 620, 1596]
accounts-header-cell: d	[621, 1566, 627, 1576]
accounts-total-row	[479, 1687, 627, 1697]
tide-row	[6, 163, 156, 183]
column-1	[6, 28, 160, 2068]
sun-row	[6, 267, 156, 277]
borough-date: Dated this 8th day of January, 1874.	[949, 1536, 1107, 1558]
accounts-row	[479, 1657, 627, 1687]
paragraph: M'Mahon's hotel, Brighton, had a very narrow escape from fire on the 5th instant. A fire carelessly lighted in an adjoining paddock, lasted the rear wall of the building, and the lining inside ignited. Prompt assistance was at hand and luckily the fire was not allowed to make headway.	[479, 122, 627, 216]
paragraph: The Brighton correspondent of the Charleston Herald says "a new boat and ferryman from Westport will be shortly at work on the river there, where people now find trouble in crossing, owing to the boat until lately in use having been carried out to sea.	[479, 217, 627, 301]
warden-title: Warden.	[906, 1736, 941, 1747]
sun-cell: 4.42	[108, 277, 126, 287]
accounts-cell: 1	[584, 1666, 590, 1676]
sun-row	[6, 277, 156, 287]
sun-cell: 7.18	[138, 317, 156, 327]
